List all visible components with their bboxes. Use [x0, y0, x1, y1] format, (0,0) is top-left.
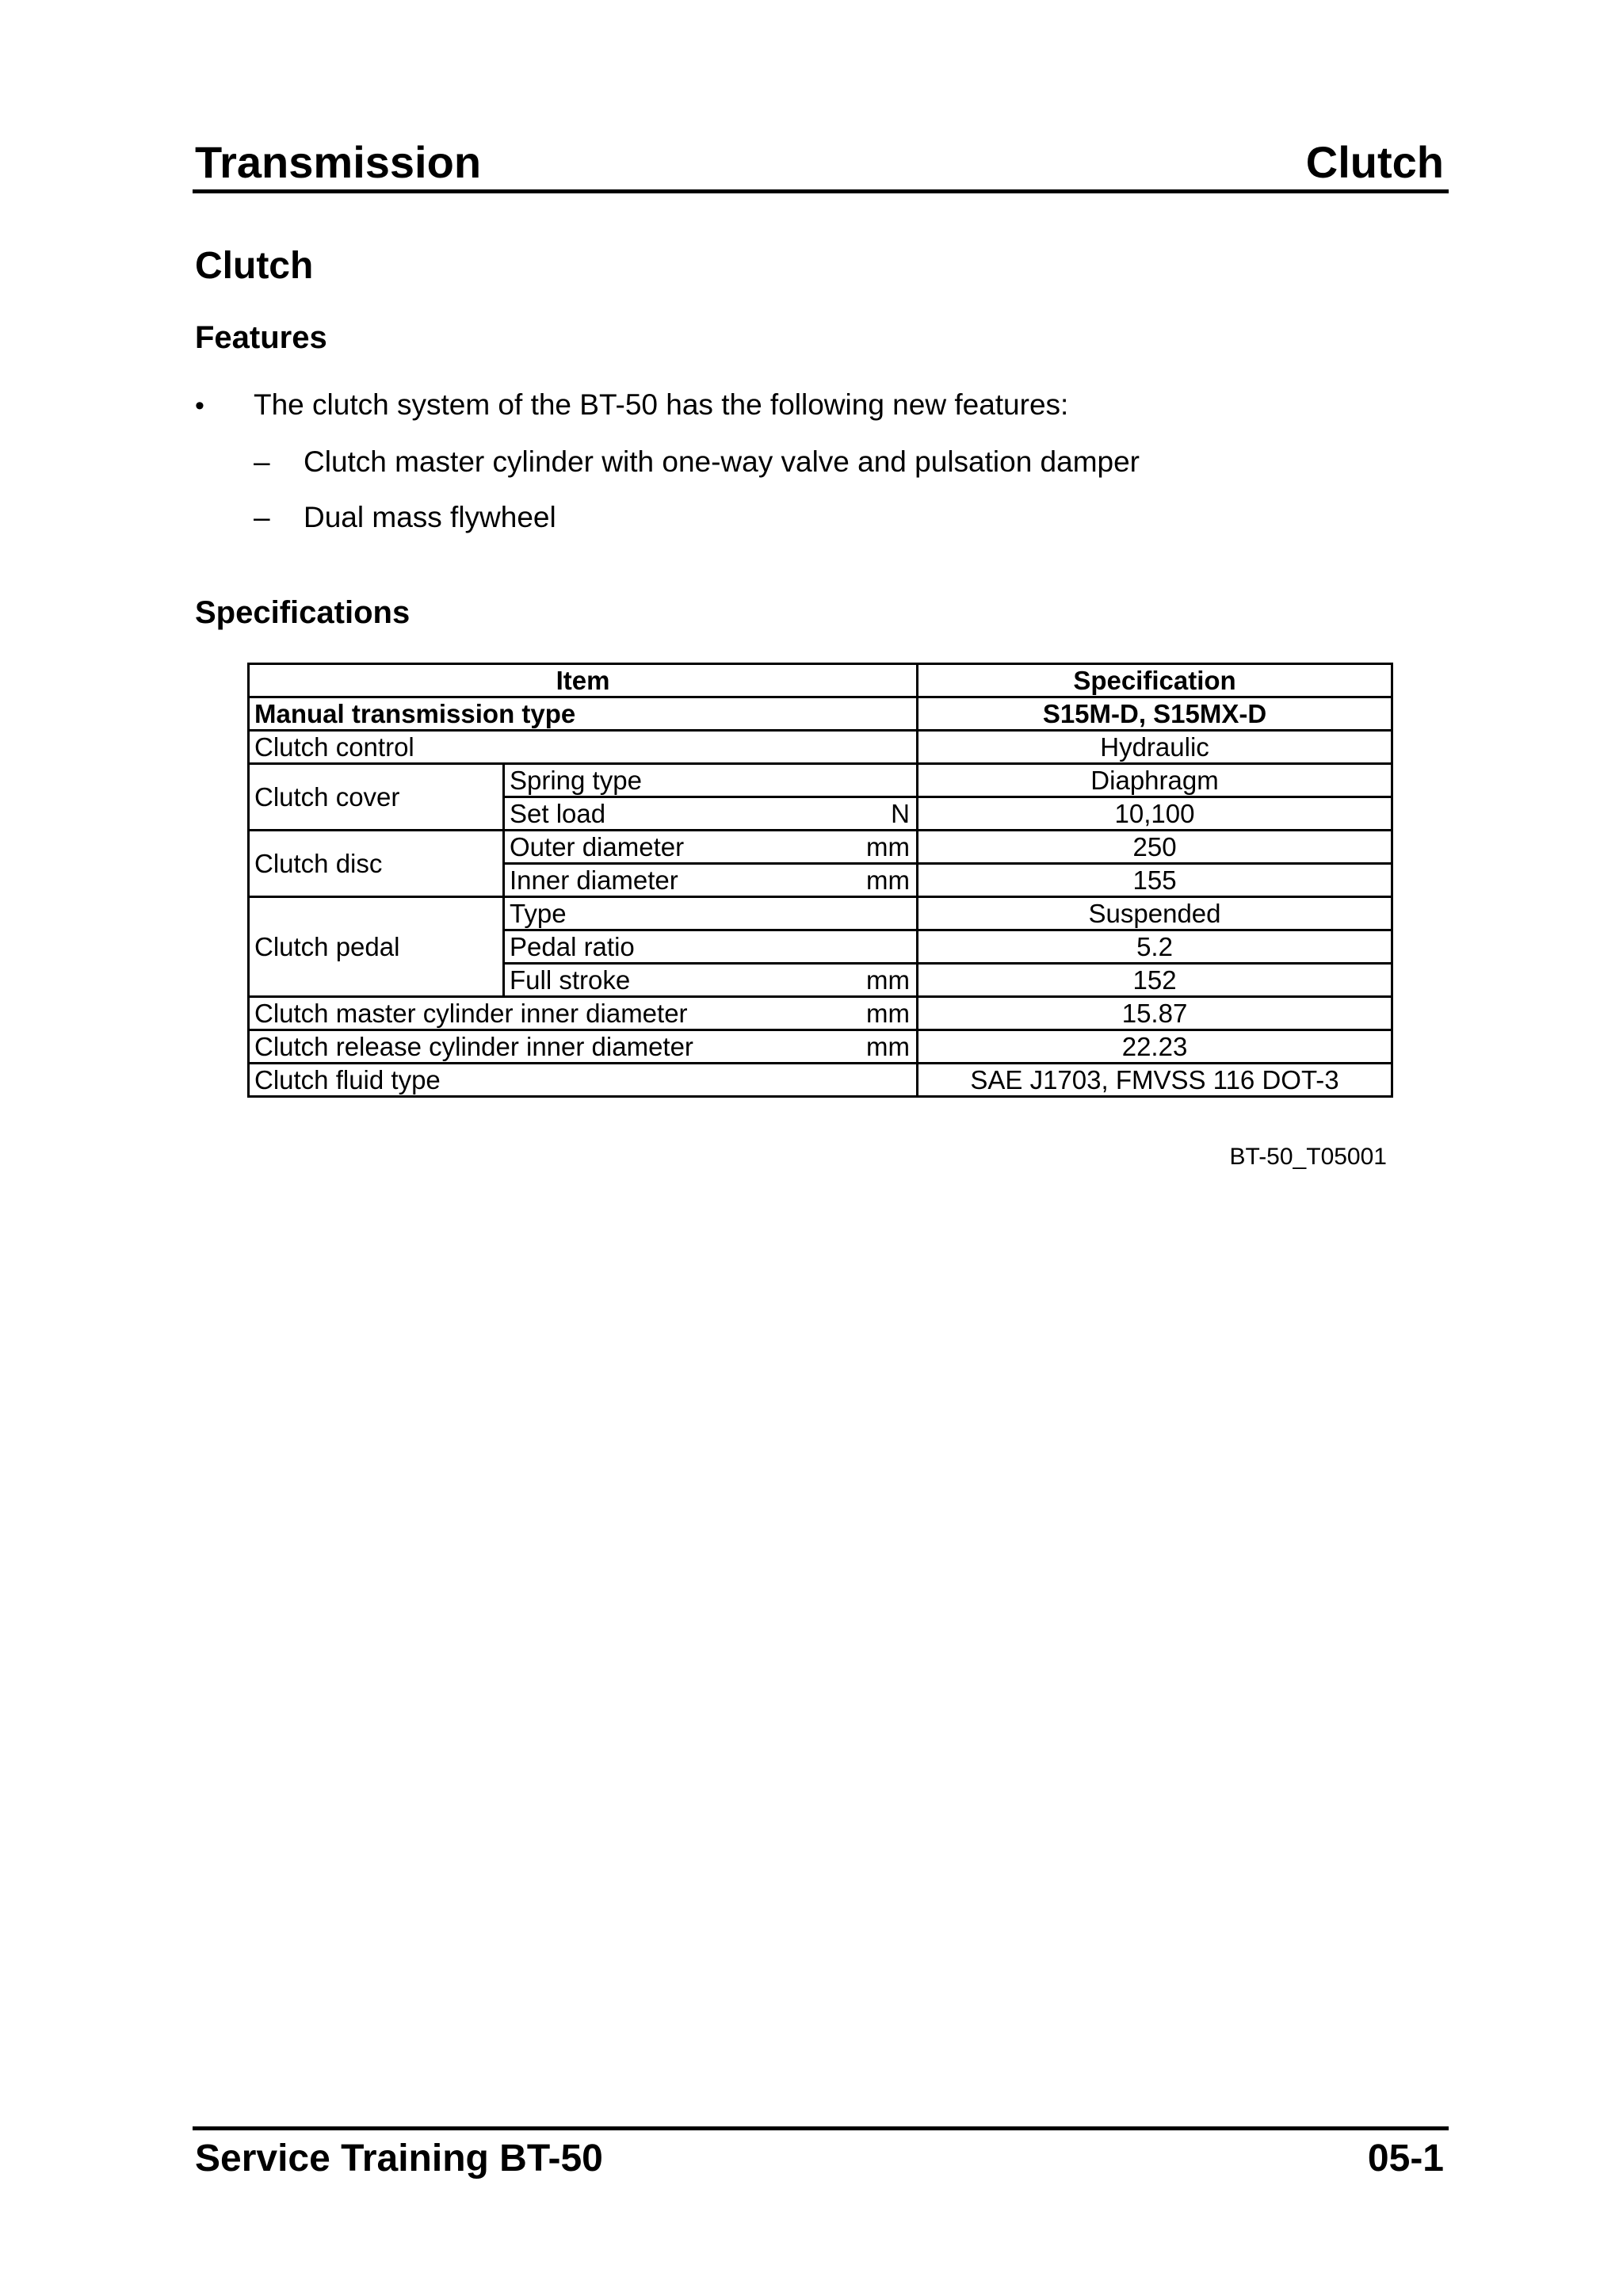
- table-row: [249, 731, 1392, 764]
- bullet-text: The clutch system of the BT-50 has the following new features:: [254, 388, 1069, 421]
- row-label: [504, 864, 918, 897]
- row-label: [249, 1030, 918, 1064]
- page-header: [193, 135, 1449, 193]
- row-label-text: Inner diameter: [510, 865, 678, 895]
- row-value: S15M-D, S15MX-D: [918, 697, 1392, 731]
- row-value: Suspended: [918, 897, 1392, 930]
- group-label: Clutch pedal: [249, 897, 504, 997]
- column-header-specification: Specification: [918, 664, 1392, 697]
- row-value: 10,100: [918, 797, 1392, 831]
- row-value: 22.23: [918, 1030, 1392, 1064]
- row-label: [504, 764, 918, 797]
- row-label: Clutch fluid type: [249, 1064, 918, 1097]
- specifications-table: [247, 663, 1393, 1098]
- row-value: Diaphragm: [918, 764, 1392, 797]
- page-footer: [193, 2126, 1449, 2180]
- row-label-text: Full stroke: [510, 965, 631, 995]
- column-header-item: Item: [249, 664, 918, 697]
- features-list: [195, 388, 1140, 556]
- en-dash-icon: –: [254, 501, 270, 533]
- group-label: Clutch disc: [249, 831, 504, 897]
- row-label-text: Spring type: [510, 766, 642, 795]
- row-label-text: Set load: [510, 799, 606, 828]
- row-unit: mm: [866, 1032, 911, 1061]
- list-item: [195, 501, 1140, 556]
- footer-publication-title: Service Training BT-50: [195, 2137, 603, 2179]
- row-unit: mm: [866, 865, 911, 895]
- specifications-heading: Specifications: [195, 595, 411, 630]
- row-value: 15.87: [918, 997, 1392, 1030]
- row-value: SAE J1703, FMVSS 116 DOT-3: [918, 1064, 1392, 1097]
- row-label: [504, 964, 918, 997]
- table-row: [249, 997, 1392, 1030]
- row-value: Hydraulic: [918, 731, 1392, 764]
- row-value: 152: [918, 964, 1392, 997]
- row-label-text: Clutch release cylinder inner diameter: [254, 1032, 693, 1061]
- row-value: 5.2: [918, 930, 1392, 964]
- table-row: [249, 764, 1392, 797]
- row-label: [504, 797, 918, 831]
- sub-item-text: Clutch master cylinder with one-way valve and pulsation damper: [304, 445, 1140, 478]
- group-label: Clutch cover: [249, 764, 504, 831]
- list-item: [195, 445, 1140, 501]
- table-header-row: [249, 664, 1392, 697]
- table-row: [249, 697, 1392, 731]
- bullet-dot-icon: •: [195, 391, 204, 421]
- row-label: [249, 997, 918, 1030]
- row-label: [504, 930, 918, 964]
- row-value: 250: [918, 831, 1392, 864]
- table-row: [249, 1064, 1392, 1097]
- row-unit: mm: [866, 965, 911, 995]
- table-row: [249, 1030, 1392, 1064]
- row-label: Manual transmission type: [249, 697, 918, 731]
- row-label-text: Outer diameter: [510, 832, 685, 861]
- features-heading: Features: [195, 320, 327, 355]
- table-row: [249, 831, 1392, 864]
- row-label: Clutch control: [249, 731, 918, 764]
- list-item: [195, 388, 1140, 445]
- row-label: [504, 831, 918, 864]
- page-number: 05-1: [1367, 2137, 1444, 2179]
- row-unit: N: [891, 799, 911, 828]
- row-unit: mm: [866, 832, 911, 861]
- table-reference-code: BT-50_T05001: [1229, 1144, 1387, 1170]
- header-section-title: Clutch: [1305, 137, 1444, 187]
- row-label: [504, 897, 918, 930]
- row-label-text: Pedal ratio: [510, 932, 635, 961]
- en-dash-icon: –: [254, 445, 270, 478]
- header-chapter-title: Transmission: [195, 137, 482, 187]
- sub-item-text: Dual mass flywheel: [304, 501, 556, 533]
- table-row: [249, 897, 1392, 930]
- section-title: Clutch: [195, 245, 314, 287]
- row-value: 155: [918, 864, 1392, 897]
- row-label-text: Clutch master cylinder inner diameter: [254, 999, 688, 1028]
- row-unit: mm: [866, 999, 911, 1028]
- row-label-text: Type: [510, 899, 567, 928]
